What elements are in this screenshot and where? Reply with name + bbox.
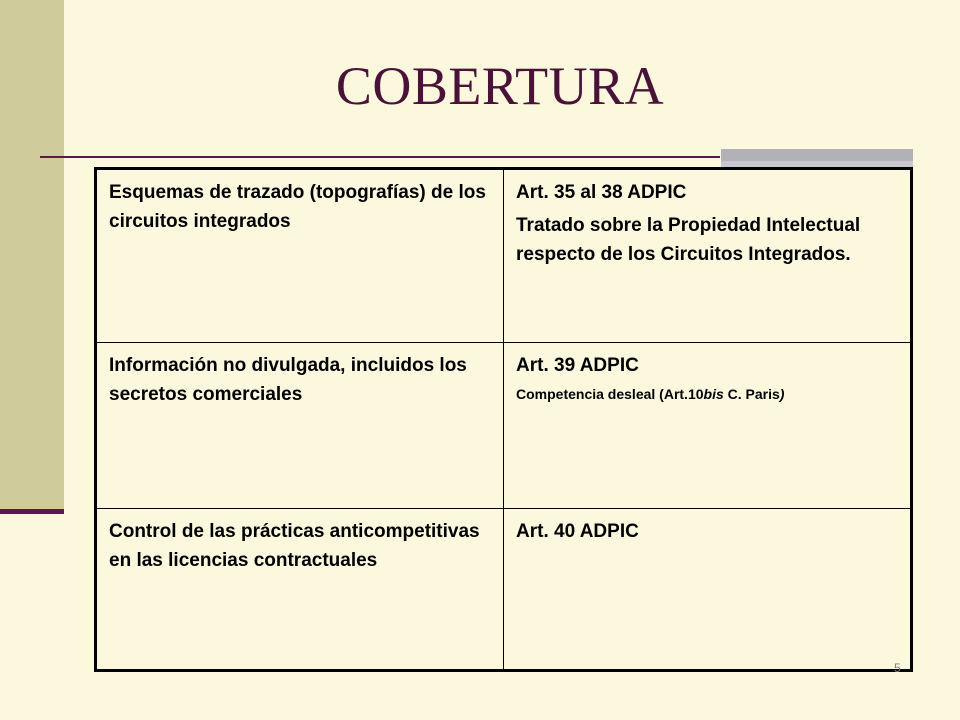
- reference-main: Art. 40 ADPIC: [516, 521, 639, 542]
- title-underline: [40, 156, 720, 158]
- table-row: [96, 509, 912, 671]
- slide-title: COBERTURA: [335, 56, 665, 116]
- table-cell-reference: [504, 343, 912, 509]
- gray-decoration-block: [721, 149, 913, 161]
- reference-detail-part: C. Paris: [723, 386, 780, 402]
- table-cell-reference: [504, 509, 912, 671]
- table-row: [96, 169, 912, 343]
- table-cell-subject: Control de las prácticas anticompetitivas en las licencias contractuales: [96, 509, 504, 671]
- reference-main: Art. 39 ADPIC: [516, 355, 639, 376]
- table-row: [96, 343, 912, 509]
- coverage-table: [94, 167, 913, 672]
- reference-main: Art. 35 al 38 ADPIC: [516, 182, 687, 203]
- table-cell-reference: [504, 169, 912, 343]
- reference-detail-italic: ): [779, 386, 785, 402]
- side-accent-line: [0, 509, 64, 514]
- reference-detail-italic: bis: [703, 386, 724, 402]
- reference-detail: Tratado sobre la Propiedad Intelectual respecto de los Circuitos Integrados.: [516, 215, 861, 265]
- table-cell-subject: Información no divulgada, incluidos los secretos comerciales: [96, 343, 504, 509]
- table-cell-subject: Esquemas de trazado (topografías) de los circuitos integrados: [96, 169, 504, 343]
- page-number: 5: [894, 661, 901, 675]
- reference-detail: [516, 384, 898, 404]
- reference-detail-part: Competencia desleal (Art.10: [516, 386, 704, 402]
